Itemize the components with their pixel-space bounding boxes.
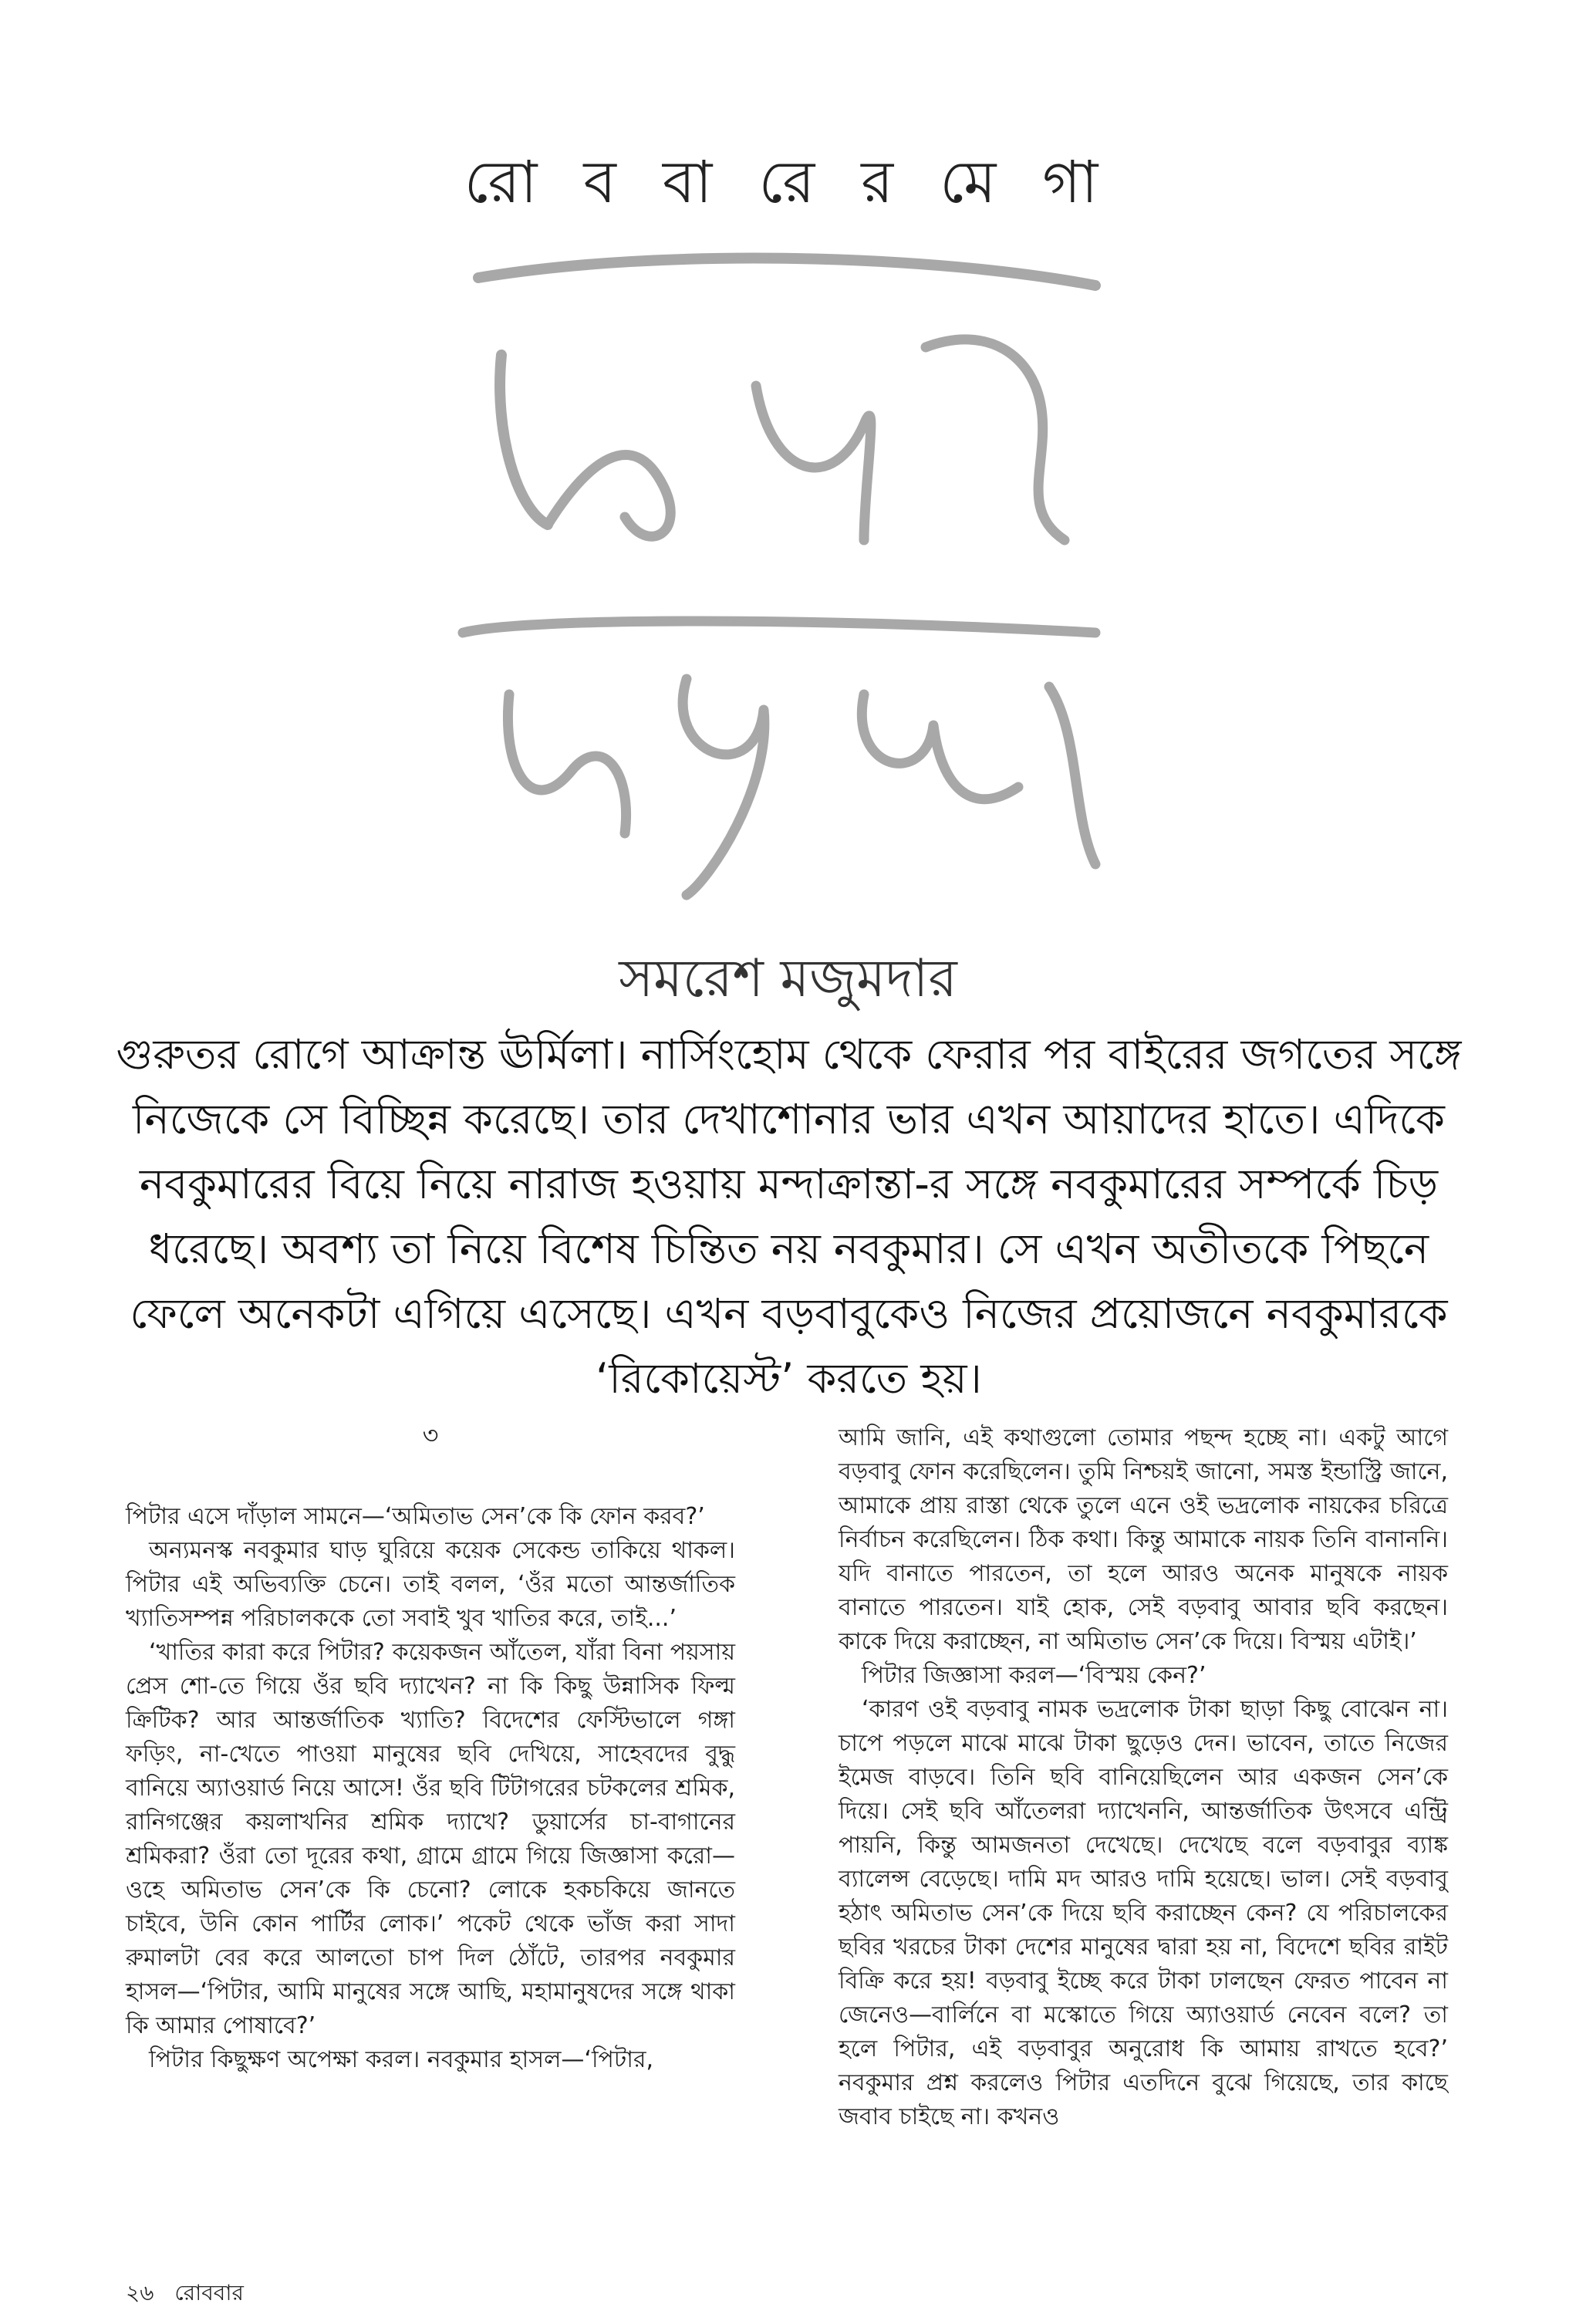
left-column: [126, 1418, 735, 2077]
series-kicker: রো ব বা রে র মে গা: [464, 147, 1112, 216]
paragraph: পিটার এসে দাঁড়াল সামনে—‘অমিতাভ সেন’কে কি ফোন করব?’: [126, 1503, 705, 1530]
page-number: ২৬: [126, 2280, 154, 2305]
right-column: [839, 1421, 1448, 2134]
paragraph: ‘খাতির কারা করে পিটার? কয়েকজন আঁতেল, যাঁরা বিনা পয়সায় প্রেস শো-তে গিয়ে ওঁর ছবি দ্যাখেন? না কি কিছু উন্নাসিক ফিল্ম ক্রিটিক? আর আন্তর্জাতিক খ্যাতি? বিদেশের ফেস্টিভালে গঙ্গা ফড়িং, না-খেতে পাওয়া মানুষের ছবি দেখিয়ে, সাহেবদের বুদ্ধু বানিয়ে অ্যাওয়ার্ড নিয়ে আসে! ওঁর ছবি টিটাগরের চটকলের শ্রমিক, রানিগঞ্জের কয়লাখনির শ্রমিক দ্যাখে? ডুয়ার্সের চা-বাগানের শ্রমিকরা? ওঁরা তো দূরের কথা, গ্রামে গ্রামে গিয়ে জিজ্ঞাসা করো—ওহে অমিতাভ সেন’কে কি চেনো? লোকে হকচকিয়ে জানতে চাইবে, উনি কোন পার্টির লোক।’ পকেট থেকে ভাঁজ করা সাদা রুমালটা বের করে আলতো চাপ দিল ঠোঁটে, তারপর নবকুমার হাসল—‘পিটার, আমি মানুষের সঙ্গে আছি, মহামানুষদের সঙ্গে থাকা কি আমার পোষাবে?’: [126, 1639, 735, 2039]
paragraph: আমি জানি, এই কথাগুলো তোমার পছন্দ হচ্ছে না। একটু আগে বড়বাবু ফোন করেছিলেন। তুমি নিশ্চয়ই জানো, সমস্ত ইন্ডাস্ট্রি জানে, আমাকে প্রায় রাস্তা থেকে তুলে এনে ওই ভদ্রলোক নায়কের চরিত্রে নির্বাচন করেছিলেন। ঠিক কথা। কিন্তু আমাকে নায়ক তিনি বানাননি। যদি বানাতে পারতেন, তা হলে আরও অনেক মানুষকে নায়ক বানাতে পারতেন। যাই হোক, সেই বড়বাবু আবার ছবি করছেন। কাকে দিয়ে করাচ্ছেন, না অমিতাভ সেন’কে দিয়ে। বিস্ময় এটাই।’: [839, 1424, 1448, 1655]
page-footer: [126, 2276, 258, 2312]
calligraphy-stroke: [463, 621, 1095, 633]
paragraph: ‘কারণ ওই বড়বাবু নামক ভদ্রলোক টাকা ছাড়া কিছু বোঝেন না। চাপে পড়লে মাঝে মাঝে টাকা ছুড়েও দেন। ভাবেন, তাতে নিজের ইমেজ বাড়বে। তিনি ছবি বানিয়েছিলেন আর একজন সেন’কে দিয়ে। সেই ছবি আঁতেলরা দ্যাখেননি, আন্তর্জাতিক উৎসবে এন্ট্রি পায়নি, কিন্তু আমজনতা দেখেছে। দেখেছে বলে বড়বাবুর ব্যাঙ্ক ব্যালেন্স বেড়েছে। দামি মদ আরও দামি হয়েছে। ভাল। সেই বড়বাবু হঠাৎ অমিতাভ সেন’কে দিয়ে ছবি করাচ্ছেন কেন? যে পরিচালকের ছবির খরচের টাকা দেশের মানুষের দ্বারা হয় না, বিদেশে ছবির রাইট বিক্রি করে হয়! বড়বাবু ইচ্ছে করে টাকা ঢালছেন ফেরত পাবেন না জেনেও—বার্লিনে বা মস্কোতে গিয়ে অ্যাওয়ার্ড নেবেন বলে? তা হলে পিটার, এই বড়বাবুর অনুরোধ কি আমায় রাখতে হবে?’ নবকুমার প্রশ্ন করলেও পিটার এতদিনে বুঝে গিয়েছে, তার কাছে জবাব চাইছে না। কখনও: [839, 1696, 1448, 2130]
calligraphy-stroke: [478, 258, 1095, 285]
paragraph: পিটার জিজ্ঞাসা করল—‘বিস্ময় কেন?’: [862, 1662, 1206, 1689]
paragraph: পিটার কিছুক্ষণ অপেক্ষা করল। নবকুমার হাসল—‘পিটার,: [149, 2046, 653, 2073]
chapter-number: ৩: [422, 1420, 439, 1450]
publication-name: রোববার: [174, 2280, 244, 2305]
intro-summary: গুরুতর রোগে আক্রান্ত ঊর্মিলা। নার্সিংহোম থেকে ফেরার পর বাইরের জগতের সঙ্গে নিজেকে সে বিচ্ছিন্ন করেছে। তার দেখাশোনার ভার এখন আয়াদের হাতে। এদিকে নবকুমারের বিয়ে নিয়ে নারাজ হওয়ায় মন্দাক্রান্তা-র সঙ্গে নবকুমারের সম্পর্কে চিড় ধরেছে। অবশ্য তা নিয়ে বিশেষ চিন্তিত নয় নবকুমার। সে এখন অতীতকে পিছনে ফেলে অনেকটা এগিয়ে এসেছে। এখন বড়বাবুকেও নিজের প্রয়োজনে নবকুমারকে ‘রিকোয়েস্ট’ করতে হয়।: [116, 1030, 1462, 1403]
author-name: সমরেশ মজুমদার: [619, 948, 957, 1009]
paragraph: অন্যমনস্ক নবকুমার ঘাড় ঘুরিয়ে কয়েক সেকেন্ড তাকিয়ে থাকল। পিটার এই অভিব্যক্তি চেনে। তাই বলল, ‘ওঁর মতো আন্তর্জাতিক খ্যাতিসম্পন্ন পরিচালককে তো সবাই খুব খাতির করে, তাই...’: [126, 1537, 735, 1632]
